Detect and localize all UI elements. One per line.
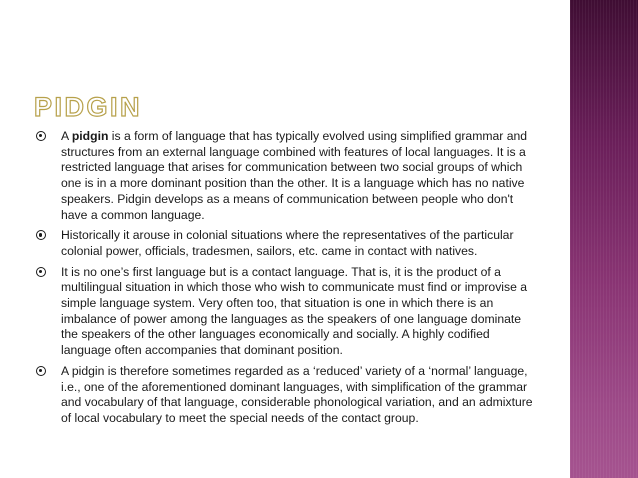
slide-title: PIDGIN bbox=[34, 92, 143, 122]
decorative-side-band bbox=[570, 0, 638, 478]
bold-term: pidgin bbox=[71, 129, 109, 143]
circle-bullet-icon bbox=[36, 131, 46, 141]
bullet-item bbox=[36, 228, 540, 259]
circle-bullet-icon bbox=[36, 267, 46, 277]
bullet-text bbox=[61, 129, 540, 223]
bullet-list bbox=[36, 129, 540, 432]
bullet-text: Historically it arouse in colonial situations where the representatives of the particular colonial power, officials, tradesmen, sailors, etc. came in contact with natives. bbox=[61, 228, 514, 258]
bullet-text: A pidgin is therefore sometimes regarded as a ‘reduced’ variety of a ‘normal’ language, i.e., one of the aforementioned dominant languages, with simplification of the grammar and vocabulary of that language, considerable phonological variation, and an admixture of local vocabulary to meet the special needs of the contact group. bbox=[61, 363, 533, 425]
bullet-text-prefix: A bbox=[61, 129, 72, 143]
bullet-item bbox=[36, 129, 540, 223]
circle-bullet-icon bbox=[36, 366, 46, 376]
bullet-item bbox=[36, 265, 540, 359]
bullet-item bbox=[36, 364, 540, 427]
circle-bullet-icon bbox=[36, 230, 46, 240]
bullet-text: It is no one’s first language but is a contact language. That is, it is the product of a multilingual situation in which those who wish to communicate must find or improvise a simple language system. Very often too, that situation is one in which there is an imbalance of power among the languages as the speakers of one language dominate the speakers of the other languages economically and socially. A highly codified language often accompanies that dominant position. bbox=[61, 264, 528, 358]
bullet-text-body: is a form of language that has typically evolved using simplified grammar and structures from an external language combined with features of local languages. It is a restricted language that arises for communication between two social groups of which one is in a more dominant position than the other. It is a language which has no native speakers. Pidgin develops as a means of communication between people who don't have a common language. bbox=[61, 129, 528, 222]
